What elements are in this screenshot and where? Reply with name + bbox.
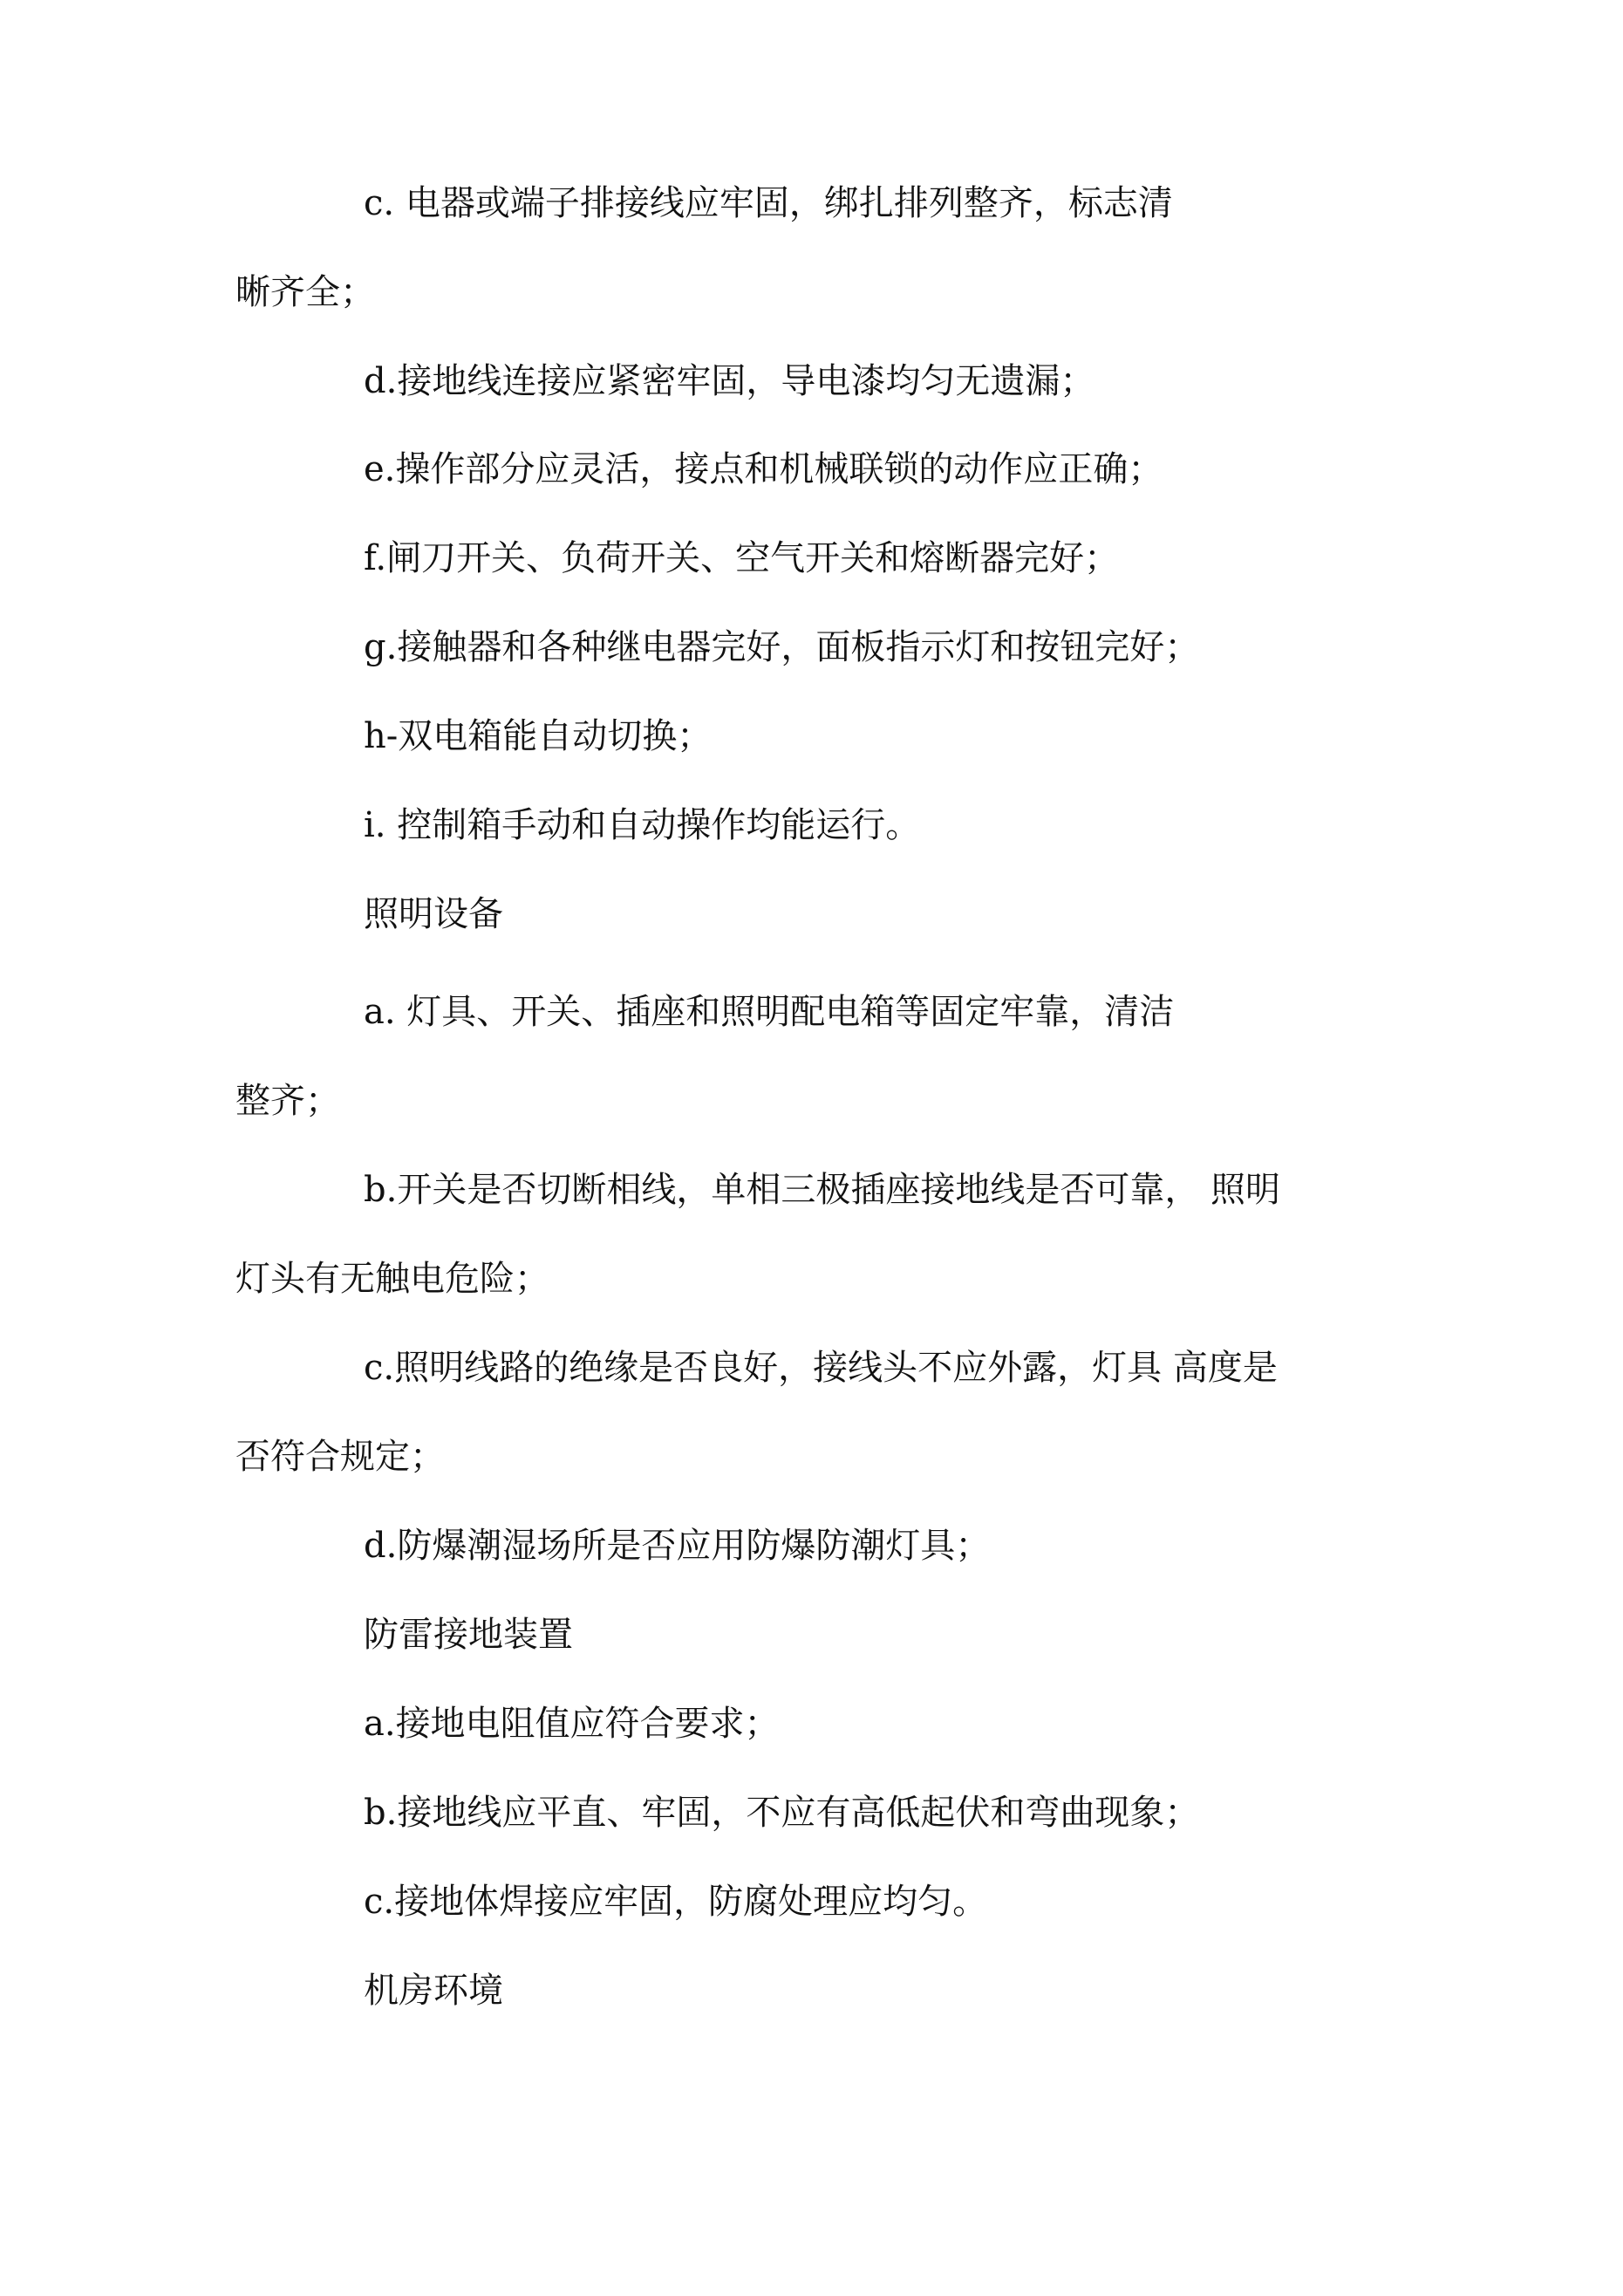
text-line-f-switches: f.闸刀开关、负荷开关、空气开关和熔断器完好；	[364, 538, 1120, 578]
text-line-i-control-box: i. 控制箱手动和自动操作均能运行。	[364, 805, 921, 845]
text-line-a-fixtures: a. 灯具、开关、插座和照明配电箱等固定牢靠，清洁	[364, 992, 1175, 1032]
text-line-c-insulation-cont: 否符合规定；	[235, 1437, 445, 1477]
text-line-b-switch-phase: b.开关是否切断相线，单相三极插座接地线是否可靠， 照明	[364, 1170, 1281, 1210]
text-line-g-contactors: g.接触器和各种继电器完好，面板指示灯和按钮完好；	[364, 627, 1200, 667]
text-line-b-ground-wire: b.接地线应平直、牢固，不应有高低起伏和弯曲现象；	[364, 1793, 1200, 1833]
text-line-d-explosion: d.防爆潮湿场所是否应用防爆防潮灯具；	[364, 1526, 991, 1566]
text-line-c-wiring: c. 电器或端子排接线应牢固，绑扎排列整齐，标志清	[364, 183, 1173, 223]
section-heading-machine-room: 机房环境	[364, 1971, 503, 2011]
section-heading-lighting: 照明设备	[364, 894, 503, 934]
text-line-h-dual-box: h-双电箱能自动切换；	[364, 716, 713, 756]
text-line-c-welding: c.接地体焊接应牢固，防腐处理应均匀。	[364, 1882, 988, 1922]
text-line-c-insulation: c.照明线路的绝缘是否良好，接线头不应外露，灯具 高度是	[364, 1348, 1278, 1388]
text-line-a-fixtures-cont: 整齐；	[235, 1081, 340, 1121]
text-line-e-operation: e.操作部分应灵活，接点和机械联锁的动作应正确；	[364, 449, 1163, 489]
text-line-a-resistance: a.接地电阻值应符合要求；	[364, 1704, 780, 1744]
text-line-b-switch-cont: 灯头有无触电危险；	[235, 1259, 549, 1299]
text-line-c-wiring-cont: 晰齐全；	[235, 272, 375, 312]
section-heading-lightning: 防雷接地装置	[364, 1615, 573, 1655]
text-line-d-ground: d.接地线连接应紧密牢固，导电漆均匀无遗漏；	[364, 361, 1095, 401]
